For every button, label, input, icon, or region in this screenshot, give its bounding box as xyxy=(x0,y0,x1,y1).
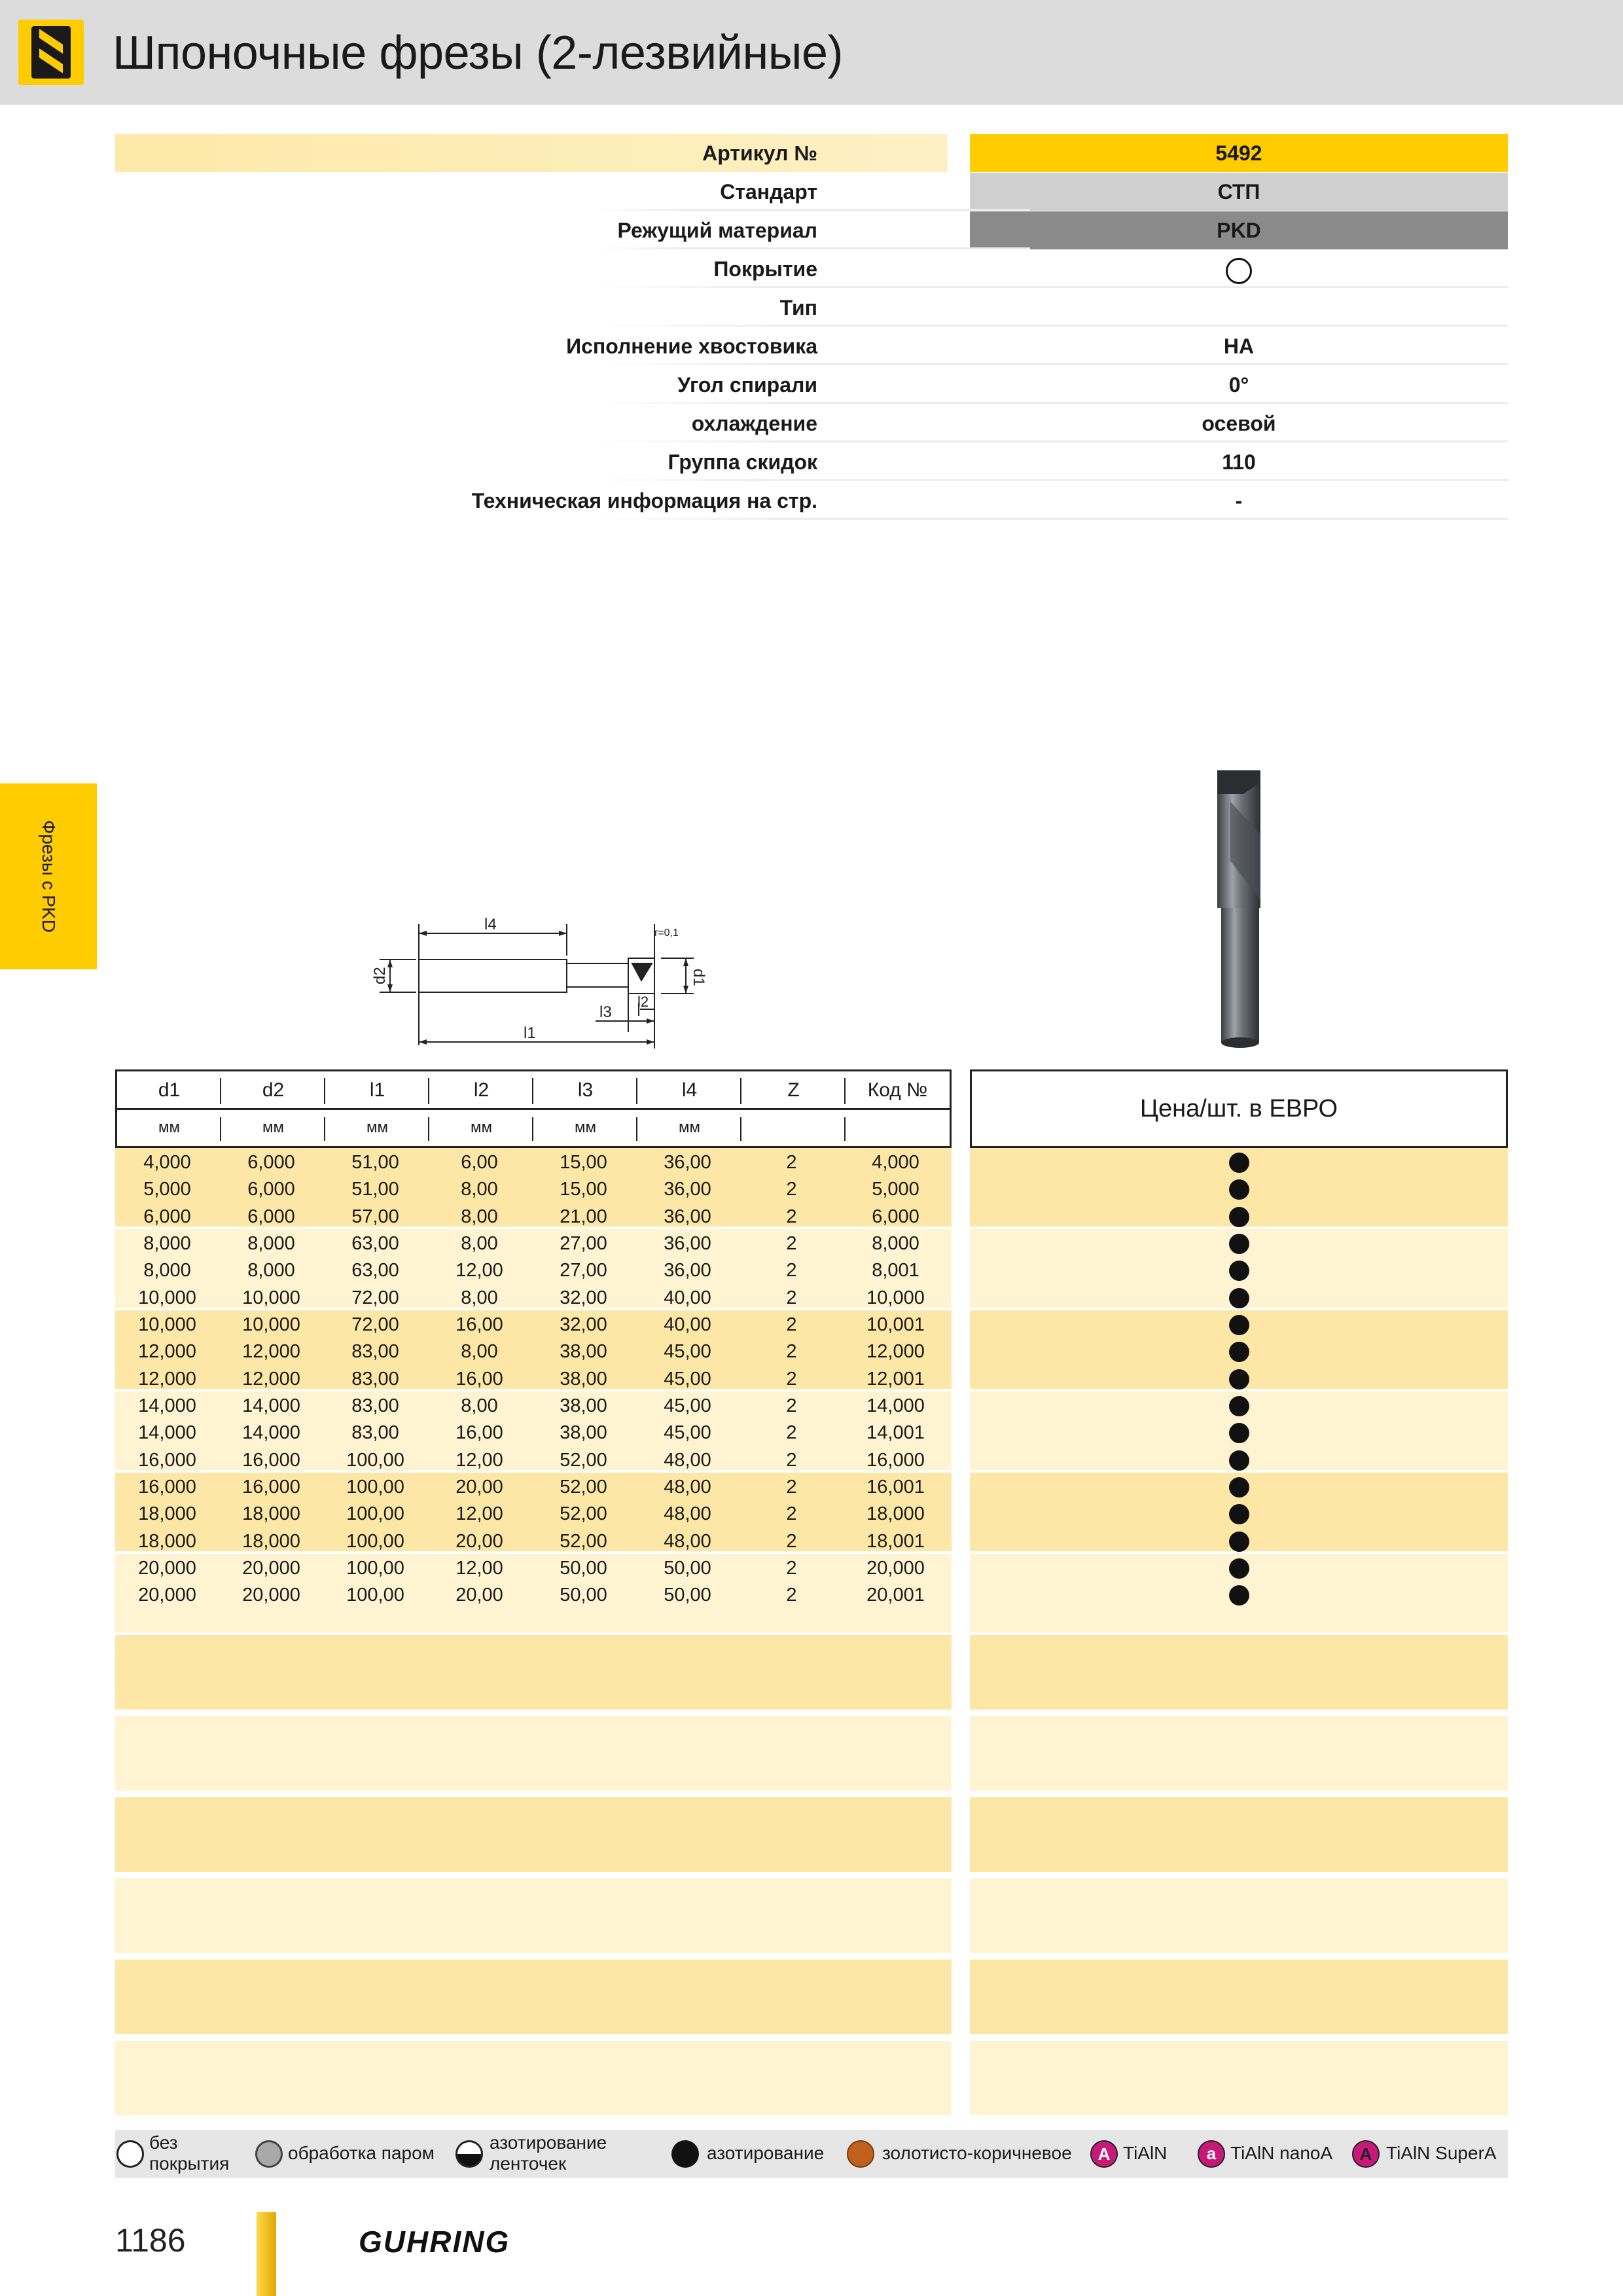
row-band xyxy=(970,1797,1508,1872)
drill-logo-icon xyxy=(18,20,84,85)
table-cell: 100,00 xyxy=(346,1449,404,1471)
table-cell: 4,000 xyxy=(872,1152,919,1173)
table-cell: 8,00 xyxy=(461,1287,498,1308)
legend-label: TiAlN nanoA xyxy=(1230,2143,1333,2163)
table-cell: 50,00 xyxy=(664,1557,711,1579)
table-cell: 6,000 xyxy=(143,1206,191,1227)
tialn-icon: A xyxy=(1090,2140,1118,2168)
table-cell: 100,00 xyxy=(346,1503,404,1525)
table-cell: 16,000 xyxy=(242,1449,300,1471)
spec-row-shank xyxy=(115,327,1508,365)
table-cell: 16,000 xyxy=(866,1449,925,1471)
column-unit: мм xyxy=(262,1119,284,1136)
column-header: d2 xyxy=(262,1079,285,1101)
table-cell: 5,000 xyxy=(872,1179,919,1200)
table-cell: 83,00 xyxy=(351,1368,399,1390)
table-cell: 8,00 xyxy=(461,1395,498,1416)
dim-d2-label: d2 xyxy=(371,967,389,984)
table-cell: 2 xyxy=(786,1341,797,1363)
legend-label: обработка паром xyxy=(288,2143,435,2163)
table-cell: 14,000 xyxy=(242,1395,300,1416)
table-cell: 100,00 xyxy=(346,1557,404,1579)
column-unit: мм xyxy=(471,1119,492,1136)
table-cell: 8,000 xyxy=(247,1232,295,1254)
table-cell: 20,000 xyxy=(138,1585,196,1606)
table-cell: 14,000 xyxy=(866,1395,925,1416)
table-cell: 2 xyxy=(786,1530,797,1552)
table-cell: 8,00 xyxy=(461,1341,498,1363)
dim-l1-label: l1 xyxy=(524,1024,536,1042)
column-unit: мм xyxy=(158,1119,180,1136)
availability-dot-icon xyxy=(1229,1315,1249,1335)
table-cell: 40,00 xyxy=(664,1287,711,1308)
page-number: 1186 xyxy=(115,2222,186,2259)
table-cell: 14,000 xyxy=(138,1422,196,1444)
table-cell: 18,000 xyxy=(866,1503,925,1525)
page-title: Шпоночные фрезы (2-лезвийные) xyxy=(113,27,844,79)
column-unit: мм xyxy=(366,1119,388,1136)
tialn-supera-icon: A xyxy=(1352,2140,1380,2168)
table-cell: 20,000 xyxy=(866,1557,925,1579)
spec-label: Стандарт xyxy=(720,180,817,204)
legend-label: азотирование ленточек xyxy=(490,2132,607,2174)
table-cell: 21,00 xyxy=(560,1206,607,1227)
side-tab-label: Фрезы с PKD xyxy=(39,820,59,933)
no-coating-icon xyxy=(116,2140,144,2168)
table-cell: 2 xyxy=(786,1206,797,1227)
column-header: l4 xyxy=(681,1079,698,1101)
row-band xyxy=(970,1960,1508,2034)
row-band xyxy=(115,1878,952,1953)
table-cell: 8,000 xyxy=(143,1260,191,1282)
spec-row-material xyxy=(115,211,1508,249)
steam-treated-icon xyxy=(255,2140,283,2168)
availability-dot-icon xyxy=(1229,1153,1249,1173)
availability-dot-icon xyxy=(1229,1288,1249,1308)
nitriding-icon xyxy=(671,2140,699,2168)
spec-label: Угол спирали xyxy=(677,373,817,397)
table-cell: 2 xyxy=(786,1449,797,1471)
row-band xyxy=(115,1960,952,2034)
table-cell: 2 xyxy=(786,1476,797,1498)
table-cell: 52,00 xyxy=(560,1503,607,1525)
table-cell: 2 xyxy=(786,1557,797,1579)
table-cell: 16,00 xyxy=(455,1368,503,1390)
table-cell: 83,00 xyxy=(351,1395,399,1416)
table-cell: 8,000 xyxy=(247,1260,295,1282)
spec-row-techinfo xyxy=(115,482,1508,520)
spec-row-helix xyxy=(115,366,1508,404)
tialn-nanoa-icon: a xyxy=(1198,2140,1225,2168)
tool-image xyxy=(1204,762,1276,1057)
table-cell: 48,00 xyxy=(664,1503,711,1525)
availability-dot-icon xyxy=(1229,1207,1249,1227)
table-cell: 48,00 xyxy=(664,1449,711,1471)
row-band xyxy=(970,1878,1508,1953)
spec-value xyxy=(970,250,1508,288)
row-band xyxy=(970,1635,1508,1710)
column-header: d1 xyxy=(158,1079,181,1101)
table-cell: 2 xyxy=(786,1422,797,1444)
table-cell: 45,00 xyxy=(664,1422,711,1444)
table-cell: 2 xyxy=(786,1395,797,1416)
spec-label: Покрытие xyxy=(713,257,817,281)
table-cell: 18,000 xyxy=(138,1503,196,1525)
table-cell: 27,00 xyxy=(560,1232,607,1254)
table-cell: 12,000 xyxy=(138,1368,196,1390)
table-cell: 2 xyxy=(786,1585,797,1606)
table-cell: 2 xyxy=(786,1152,797,1173)
spec-label: охлаждение xyxy=(691,412,817,435)
table-cell: 2 xyxy=(786,1287,797,1308)
table-cell: 63,00 xyxy=(351,1260,399,1282)
table-cell: 8,000 xyxy=(143,1232,191,1254)
table-cell: 4,000 xyxy=(143,1152,191,1173)
table-cell: 36,00 xyxy=(664,1179,711,1200)
table-cell: 12,00 xyxy=(455,1557,503,1579)
column-unit: мм xyxy=(575,1119,596,1136)
land-nitriding-icon xyxy=(455,2140,483,2168)
table-cell: 15,00 xyxy=(560,1152,607,1173)
table-cell: 10,000 xyxy=(138,1287,196,1308)
row-band xyxy=(115,1797,952,1872)
spec-value: - xyxy=(1235,489,1243,512)
dim-l3-label: l3 xyxy=(599,1003,612,1021)
table-cell: 8,001 xyxy=(872,1260,919,1282)
legend-label: TiAlN xyxy=(1123,2143,1168,2163)
spec-label: Режущий материал xyxy=(617,219,817,242)
dim-l2-label: l2 xyxy=(637,994,649,1010)
price-header xyxy=(970,1069,1508,1148)
table-cell: 16,000 xyxy=(138,1476,196,1498)
table-cell: 100,00 xyxy=(346,1476,404,1498)
table-cell: 2 xyxy=(786,1503,797,1525)
table-cell: 12,000 xyxy=(242,1341,300,1363)
spec-value: PKD xyxy=(970,211,1508,249)
row-band xyxy=(970,1716,1508,1791)
table-cell: 16,000 xyxy=(242,1476,300,1498)
legend-label: TiAlN SuperA xyxy=(1386,2143,1497,2163)
table-cell: 10,000 xyxy=(866,1287,925,1308)
table-cell: 10,000 xyxy=(138,1314,196,1335)
column-header: l3 xyxy=(577,1079,594,1101)
table-cell: 15,00 xyxy=(560,1179,607,1200)
table-cell: 38,00 xyxy=(560,1368,607,1390)
tool-drawing xyxy=(366,911,707,1055)
table-cell: 27,00 xyxy=(560,1260,607,1282)
table-cell: 48,00 xyxy=(664,1530,711,1552)
dim-l4-label: l4 xyxy=(484,916,497,933)
table-cell: 5,000 xyxy=(143,1179,191,1200)
footer-accent-bar xyxy=(257,2212,276,2296)
table-cell: 48,00 xyxy=(664,1476,711,1498)
coating-empty-circle-icon xyxy=(1226,258,1252,284)
table-cell: 16,000 xyxy=(138,1449,196,1471)
table-cell: 2 xyxy=(786,1232,797,1254)
table-cell: 20,000 xyxy=(242,1557,300,1579)
table-cell: 18,000 xyxy=(138,1530,196,1552)
spec-label: Техническая информация на стр. xyxy=(471,489,817,512)
table-cell: 20,000 xyxy=(138,1557,196,1579)
spec-label: Тип xyxy=(779,296,817,319)
column-header: l1 xyxy=(369,1079,385,1101)
spec-row-cooling xyxy=(115,404,1508,442)
table-cell: 72,00 xyxy=(351,1314,399,1335)
table-cell: 38,00 xyxy=(560,1422,607,1444)
availability-dot-icon xyxy=(1229,1532,1249,1552)
table-cell: 36,00 xyxy=(664,1260,711,1282)
spec-label: Артикул № xyxy=(702,141,817,165)
availability-dot-icon xyxy=(1229,1450,1249,1471)
column-header: Z xyxy=(787,1079,800,1101)
table-cell: 36,00 xyxy=(664,1232,711,1254)
table-cell: 16,00 xyxy=(455,1314,503,1335)
column-header: Код № xyxy=(867,1079,928,1101)
table-cell: 40,00 xyxy=(664,1314,711,1335)
availability-dot-icon xyxy=(1229,1477,1249,1498)
table-cell: 12,000 xyxy=(242,1368,300,1390)
table-cell: 20,00 xyxy=(455,1585,503,1606)
table-cell: 38,00 xyxy=(560,1395,607,1416)
spec-value: HA xyxy=(1223,334,1255,358)
table-cell: 50,00 xyxy=(560,1585,607,1606)
table-cell: 8,000 xyxy=(872,1232,919,1254)
table-cell: 45,00 xyxy=(664,1368,711,1390)
spec-row-coating xyxy=(115,250,1508,288)
row-band xyxy=(115,1635,952,1710)
table-cell: 10,000 xyxy=(242,1314,300,1335)
table-cell: 50,00 xyxy=(664,1585,711,1606)
table-cell: 57,00 xyxy=(351,1206,399,1227)
table-cell: 2 xyxy=(786,1314,797,1335)
legend-label: золотисто-коричневое xyxy=(882,2143,1072,2163)
table-cell: 6,000 xyxy=(247,1179,295,1200)
table-cell: 20,00 xyxy=(455,1476,503,1498)
table-cell: 6,000 xyxy=(247,1152,295,1173)
table-cell: 100,00 xyxy=(346,1585,404,1606)
table-cell: 12,00 xyxy=(455,1260,503,1282)
legend-label: азотирование xyxy=(707,2143,825,2163)
spec-row-type xyxy=(115,289,1508,327)
table-cell: 83,00 xyxy=(351,1341,399,1363)
table-cell: 12,000 xyxy=(138,1341,196,1363)
data-table-header xyxy=(115,1069,952,1148)
table-cell: 50,00 xyxy=(560,1557,607,1579)
table-cell: 83,00 xyxy=(351,1422,399,1444)
dim-radius-label: r=0,1 xyxy=(654,927,679,939)
table-cell: 20,000 xyxy=(242,1585,300,1606)
table-cell: 12,001 xyxy=(866,1368,925,1390)
column-header: l2 xyxy=(473,1079,490,1101)
price-header-label: Цена/шт. в ЕВРО xyxy=(1139,1095,1338,1122)
table-cell: 12,00 xyxy=(455,1449,503,1471)
table-cell: 6,000 xyxy=(872,1206,919,1227)
table-cell: 8,00 xyxy=(461,1232,498,1254)
table-cell: 52,00 xyxy=(560,1530,607,1552)
table-cell: 14,000 xyxy=(242,1422,300,1444)
table-cell: 16,001 xyxy=(866,1476,925,1498)
table-cell: 32,00 xyxy=(560,1314,607,1335)
spec-label: Группа скидок xyxy=(668,450,817,474)
spec-value: 5492 xyxy=(970,134,1508,172)
availability-dot-icon xyxy=(1229,1396,1249,1416)
table-cell: 63,00 xyxy=(351,1232,399,1254)
spec-value: 110 xyxy=(1222,450,1256,474)
spec-row-standard xyxy=(115,173,1508,211)
table-cell: 18,001 xyxy=(866,1530,925,1552)
table-cell: 36,00 xyxy=(664,1206,711,1227)
table-cell: 38,00 xyxy=(560,1341,607,1363)
table-cell: 14,000 xyxy=(138,1395,196,1416)
spec-row-discount xyxy=(115,443,1508,481)
table-cell: 18,000 xyxy=(242,1530,300,1552)
column-unit: мм xyxy=(679,1119,700,1136)
spec-value: 0° xyxy=(1228,373,1249,397)
coating-legend xyxy=(115,2130,1508,2178)
table-cell: 36,00 xyxy=(664,1152,711,1173)
table-cell: 45,00 xyxy=(664,1341,711,1363)
table-cell: 2 xyxy=(786,1260,797,1282)
table-cell: 52,00 xyxy=(560,1449,607,1471)
availability-dot-icon xyxy=(1229,1558,1249,1579)
brand-logo: GUHRING xyxy=(359,2225,510,2259)
table-cell: 45,00 xyxy=(664,1395,711,1416)
table-cell: 52,00 xyxy=(560,1476,607,1498)
availability-dot-icon xyxy=(1229,1234,1249,1254)
legend-label: без покрытия xyxy=(149,2132,230,2174)
spec-row-article xyxy=(115,134,1508,172)
table-cell: 2 xyxy=(786,1179,797,1200)
dim-d1-label: d1 xyxy=(690,969,707,986)
table-cell: 12,000 xyxy=(866,1341,925,1363)
table-cell: 16,00 xyxy=(455,1422,503,1444)
table-cell: 10,000 xyxy=(242,1287,300,1308)
table-cell: 2 xyxy=(786,1368,797,1390)
row-band xyxy=(115,1716,952,1791)
table-cell: 6,000 xyxy=(247,1206,295,1227)
gold-brown-icon xyxy=(847,2140,874,2168)
table-cell: 100,00 xyxy=(346,1530,404,1552)
table-cell: 20,00 xyxy=(455,1530,503,1552)
table-cell: 6,00 xyxy=(461,1152,498,1173)
availability-dot-icon xyxy=(1229,1369,1249,1390)
table-cell: 8,00 xyxy=(461,1206,498,1227)
table-cell: 8,00 xyxy=(461,1179,498,1200)
spec-value: осевой xyxy=(1202,412,1276,435)
table-cell: 10,001 xyxy=(866,1314,925,1335)
table-cell: 72,00 xyxy=(351,1287,399,1308)
table-cell: 14,001 xyxy=(866,1422,925,1444)
table-cell: 12,00 xyxy=(455,1503,503,1525)
table-cell: 20,001 xyxy=(866,1585,925,1606)
table-cell: 18,000 xyxy=(242,1503,300,1525)
spec-label: Исполнение хвостовика xyxy=(566,334,817,358)
spec-value xyxy=(970,289,1508,327)
row-band xyxy=(115,2041,952,2115)
spec-value: СТП xyxy=(970,173,1508,211)
row-band xyxy=(970,2041,1508,2115)
table-cell: 51,00 xyxy=(351,1152,399,1173)
table-cell: 51,00 xyxy=(351,1179,399,1200)
table-cell: 32,00 xyxy=(560,1287,607,1308)
